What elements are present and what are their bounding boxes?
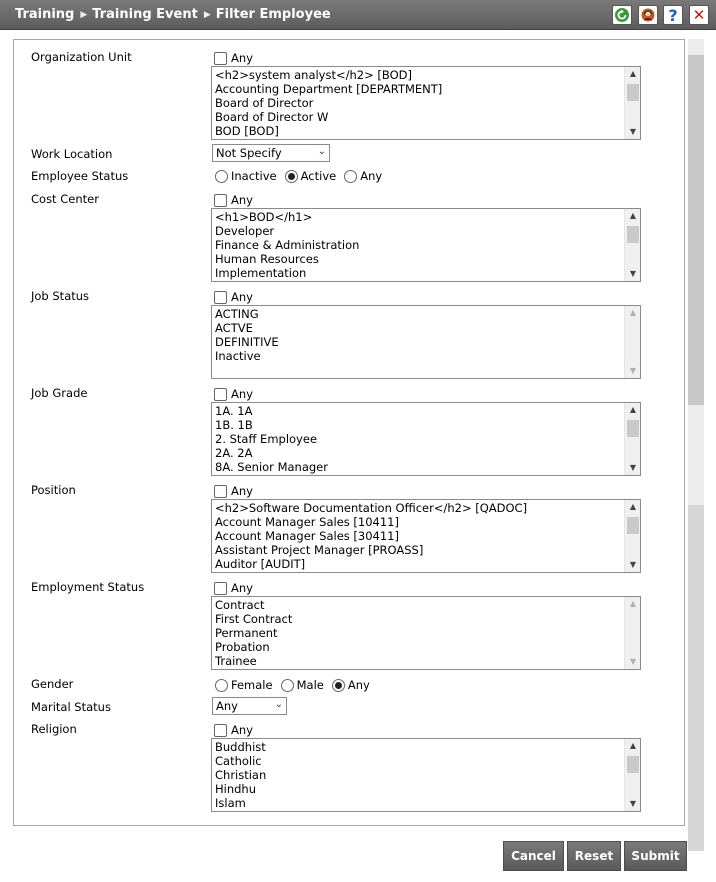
gender-radio-group bbox=[215, 678, 370, 692]
submit-button[interactable]: Submit bbox=[624, 841, 687, 871]
job-grade-label: Job Grade bbox=[31, 386, 88, 400]
list-item[interactable]: Probation bbox=[215, 640, 270, 654]
radio-label: Any bbox=[347, 678, 370, 692]
list-item[interactable]: ACTVE bbox=[215, 321, 253, 335]
help-button[interactable] bbox=[663, 5, 683, 25]
refresh-button[interactable] bbox=[612, 5, 632, 25]
position-list[interactable] bbox=[211, 499, 641, 573]
list-item[interactable]: ACTING bbox=[215, 307, 259, 321]
list-scroll-thumb[interactable] bbox=[627, 517, 639, 534]
list-item[interactable]: 1A. 1A bbox=[215, 404, 253, 418]
page-scrollbar-lower-track bbox=[688, 505, 704, 851]
list-item[interactable]: Human Resources bbox=[215, 252, 319, 266]
breadcrumb bbox=[15, 7, 331, 22]
list-item[interactable]: Islam bbox=[215, 796, 246, 810]
radio-label: Active bbox=[300, 169, 337, 183]
chevron-up-icon[interactable]: ▲ bbox=[629, 405, 637, 414]
list-item[interactable]: Assistant Project Manager [PROASS] bbox=[215, 543, 424, 557]
employee-status-label: Employee Status bbox=[31, 169, 129, 183]
close-button[interactable] bbox=[689, 5, 709, 25]
list-item[interactable]: DEFINITIVE bbox=[215, 335, 279, 349]
refresh-icon bbox=[614, 7, 630, 23]
list-item[interactable]: Accounting Department [DEPARTMENT] bbox=[215, 82, 443, 96]
list-item[interactable]: 1B. 1B bbox=[215, 418, 253, 432]
employment-status-any-checkbox[interactable] bbox=[214, 582, 227, 595]
breadcrumb-separator-icon: ▶ bbox=[203, 9, 211, 20]
reset-button[interactable]: Reset bbox=[567, 841, 621, 871]
list-item[interactable]: Board of Director bbox=[215, 96, 314, 110]
cost-center-list[interactable] bbox=[211, 208, 641, 282]
chevron-up-icon[interactable]: ▲ bbox=[629, 211, 637, 220]
page-scrollbar-thumb[interactable] bbox=[688, 55, 704, 405]
employee-status-radio-inactive[interactable] bbox=[215, 170, 228, 183]
religion-any[interactable] bbox=[214, 723, 253, 737]
breadcrumb-separator-icon: ▶ bbox=[80, 9, 88, 20]
chevron-up-icon: ▲ bbox=[629, 308, 637, 317]
list-scrollbar[interactable] bbox=[624, 209, 640, 281]
chevron-down-icon[interactable]: ▼ bbox=[629, 560, 637, 569]
list-item[interactable]: <h2>Software Documentation Officer</h2> [QADOC] bbox=[215, 501, 528, 515]
radio-label: Male bbox=[296, 678, 324, 692]
cost-center-any-checkbox[interactable] bbox=[214, 194, 227, 207]
chevron-down-icon[interactable]: ▼ bbox=[629, 799, 637, 808]
organization-unit-list[interactable] bbox=[211, 66, 641, 140]
organization-unit-any-checkbox[interactable] bbox=[214, 52, 227, 65]
chevron-up-icon[interactable]: ▲ bbox=[629, 69, 637, 78]
job-status-any[interactable] bbox=[214, 290, 253, 304]
job-grade-list[interactable] bbox=[211, 402, 641, 476]
position-label: Position bbox=[31, 483, 76, 497]
any-label: Any bbox=[231, 581, 253, 595]
list-scroll-thumb[interactable] bbox=[627, 84, 639, 101]
list-scrollbar[interactable] bbox=[624, 67, 640, 139]
list-item[interactable]: 2A. 2A bbox=[215, 446, 253, 460]
cost-center-label: Cost Center bbox=[31, 192, 99, 206]
list-scroll-thumb[interactable] bbox=[627, 226, 639, 243]
breadcrumb-training[interactable]: Training bbox=[15, 7, 75, 22]
chevron-down-icon: ▼ bbox=[629, 366, 637, 375]
cancel-button[interactable]: Cancel bbox=[503, 841, 564, 871]
employee-status-radio-any[interactable] bbox=[344, 170, 357, 183]
chevron-up-icon[interactable]: ▲ bbox=[629, 502, 637, 511]
religion-label: Religion bbox=[31, 722, 77, 736]
list-item[interactable]: Auditor [AUDIT] bbox=[215, 557, 306, 571]
list-item[interactable]: Contract bbox=[215, 598, 265, 612]
gender-radio-female[interactable] bbox=[215, 679, 228, 692]
religion-list[interactable] bbox=[211, 738, 641, 812]
list-item[interactable]: 2. Staff Employee bbox=[215, 432, 318, 446]
work-location-label: Work Location bbox=[31, 147, 113, 161]
list-item[interactable]: Board of Director W bbox=[215, 110, 329, 124]
job-status-label: Job Status bbox=[31, 289, 90, 303]
employment-status-any[interactable] bbox=[214, 581, 253, 595]
list-item[interactable]: Account Manager Sales [10411] bbox=[215, 515, 399, 529]
any-label: Any bbox=[231, 723, 253, 737]
chevron-up-icon[interactable]: ▲ bbox=[629, 741, 637, 750]
list-item[interactable]: Catholic bbox=[215, 754, 262, 768]
list-item[interactable]: 8A. Senior Manager bbox=[215, 460, 328, 474]
job-status-any-checkbox[interactable] bbox=[214, 291, 227, 304]
chevron-down-icon: ⌄ bbox=[274, 699, 283, 710]
list-item[interactable]: Buddhist bbox=[215, 740, 266, 754]
list-item[interactable]: Inactive bbox=[215, 349, 261, 363]
chevron-down-icon[interactable]: ▼ bbox=[629, 269, 637, 278]
job-grade-any-checkbox[interactable] bbox=[214, 388, 227, 401]
chevron-up-icon: ▲ bbox=[629, 599, 637, 608]
list-scrollbar bbox=[624, 597, 640, 669]
gender-radio-male[interactable] bbox=[281, 679, 294, 692]
cost-center-any[interactable] bbox=[214, 193, 253, 207]
any-label: Any bbox=[231, 193, 253, 207]
list-item[interactable]: Hindhu bbox=[215, 782, 257, 796]
radio-label: Any bbox=[360, 169, 383, 183]
close-icon: ✕ bbox=[692, 6, 706, 24]
radio-label: Female bbox=[231, 678, 273, 692]
marital-status-label: Marital Status bbox=[31, 700, 111, 714]
radio-label: Inactive bbox=[231, 169, 277, 183]
position-any-checkbox[interactable] bbox=[214, 485, 227, 498]
any-label: Any bbox=[231, 484, 253, 498]
chevron-down-icon: ▼ bbox=[629, 657, 637, 666]
list-item[interactable]: <h2>system analyst</h2> [BOD] bbox=[215, 68, 412, 82]
gender-radio-any[interactable] bbox=[332, 679, 345, 692]
chevron-down-icon[interactable]: ▼ bbox=[629, 127, 637, 136]
list-scroll-thumb[interactable] bbox=[627, 756, 639, 773]
list-scroll-thumb[interactable] bbox=[627, 420, 639, 437]
marital-status-select[interactable] bbox=[212, 697, 287, 715]
job-grade-any[interactable] bbox=[214, 387, 253, 401]
title-bar bbox=[0, 0, 716, 30]
help-icon: ? bbox=[668, 5, 678, 25]
list-item[interactable]: <h1>BOD</h1> bbox=[215, 210, 313, 224]
work-location-value: Not Specify bbox=[216, 146, 282, 160]
list-item[interactable]: Permanent bbox=[215, 626, 278, 640]
list-item[interactable]: Implementation bbox=[215, 266, 307, 280]
list-scrollbar[interactable] bbox=[624, 500, 640, 572]
list-item[interactable]: First Contract bbox=[215, 612, 293, 626]
list-item[interactable]: BOD [BOD] bbox=[215, 124, 279, 138]
religion-any-checkbox[interactable] bbox=[214, 724, 227, 737]
chevron-down-icon: ⌄ bbox=[317, 146, 326, 157]
breadcrumb-training-event[interactable]: Training Event bbox=[92, 7, 198, 22]
employment-status-list[interactable] bbox=[211, 596, 641, 670]
list-item[interactable]: Trainee bbox=[215, 654, 257, 668]
any-label: Any bbox=[231, 51, 253, 65]
list-scrollbar[interactable] bbox=[624, 403, 640, 475]
marital-status-value: Any bbox=[216, 699, 238, 713]
gender-label: Gender bbox=[31, 677, 74, 691]
position-any[interactable] bbox=[214, 484, 253, 498]
employee-status-radio-group bbox=[215, 169, 382, 183]
organization-unit-any[interactable] bbox=[214, 51, 253, 65]
work-location-select[interactable] bbox=[212, 144, 330, 162]
organization-unit-label: Organization Unit bbox=[31, 50, 132, 64]
list-item[interactable]: Finance & Administration bbox=[215, 238, 360, 252]
employee-status-radio-active[interactable] bbox=[285, 170, 298, 183]
list-item[interactable]: Developer bbox=[215, 224, 275, 238]
breadcrumb-filter-employee: Filter Employee bbox=[215, 7, 331, 22]
list-item[interactable]: Account Manager Sales [30411] bbox=[215, 529, 399, 543]
any-label: Any bbox=[231, 290, 253, 304]
list-item[interactable]: Christian bbox=[215, 768, 267, 782]
any-label: Any bbox=[231, 387, 253, 401]
support-agent-button[interactable] bbox=[638, 5, 658, 25]
support-agent-icon bbox=[640, 7, 656, 23]
chevron-down-icon[interactable]: ▼ bbox=[629, 463, 637, 472]
list-scrollbar[interactable] bbox=[624, 739, 640, 811]
list-scrollbar bbox=[624, 306, 640, 378]
job-status-list[interactable] bbox=[211, 305, 641, 379]
employment-status-label: Employment Status bbox=[31, 580, 145, 594]
